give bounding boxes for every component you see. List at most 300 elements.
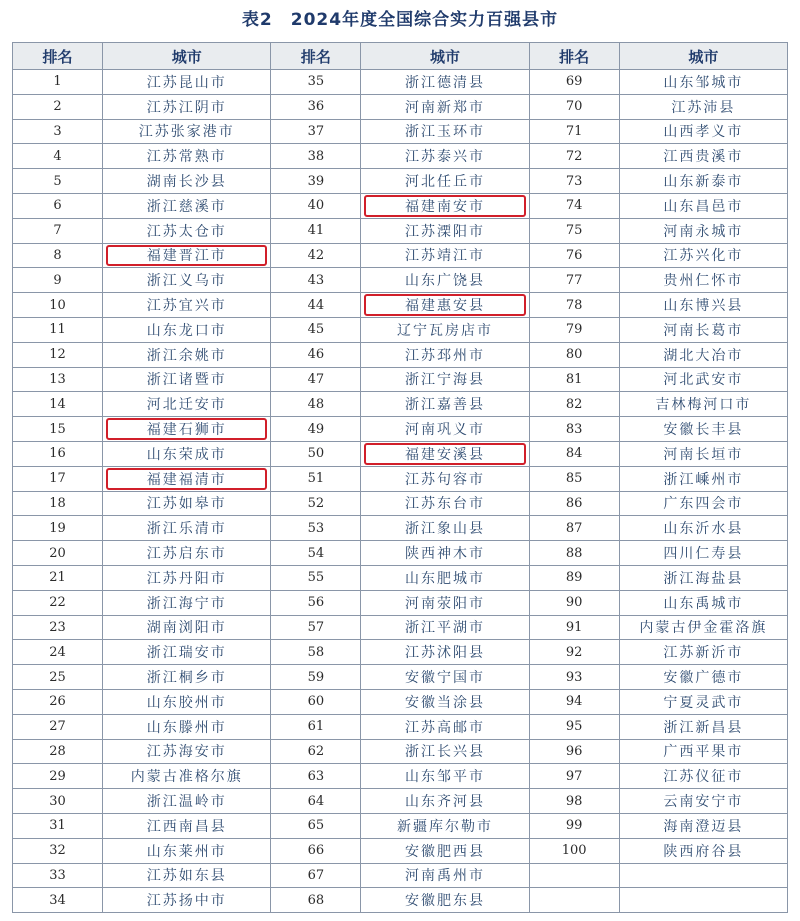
- city-name: 江苏东台市: [405, 496, 486, 513]
- table-row: [13, 665, 788, 690]
- city-name: 江苏靖江市: [405, 248, 486, 265]
- rank-cell: 62: [271, 739, 361, 764]
- city-name: 山东滕州市: [146, 719, 227, 736]
- rank-cell: 30: [13, 789, 103, 814]
- city-cell: [619, 193, 787, 218]
- city-name: 浙江桐乡市: [146, 670, 227, 687]
- highlight-box: [106, 418, 267, 440]
- city-name: 云南安宁市: [663, 794, 744, 810]
- city-name: 广西平果市: [663, 744, 744, 761]
- city-name: 新疆库尔勒市: [397, 818, 494, 835]
- rank-cell: 93: [529, 665, 619, 690]
- rank-cell: 91: [529, 615, 619, 640]
- rank-cell: 9: [13, 268, 103, 293]
- city-name: 浙江平湖市: [405, 620, 486, 637]
- city-name: 广东四会市: [663, 496, 744, 513]
- city-name: 浙江德清县: [405, 74, 486, 91]
- highlight-box: [364, 294, 525, 316]
- rank-cell: 45: [271, 317, 361, 342]
- city-name: 江苏宜兴市: [146, 298, 227, 315]
- rank-cell: 66: [271, 838, 361, 863]
- table-row: [13, 193, 788, 218]
- city-cell: [103, 739, 271, 764]
- rank-cell: 67: [271, 863, 361, 888]
- city-name: 江苏兴化市: [663, 248, 744, 265]
- city-cell: [103, 615, 271, 640]
- city-name: 福建福清市: [146, 471, 227, 488]
- city-header: 城市: [103, 43, 271, 70]
- city-name: 河南永城市: [663, 223, 744, 240]
- city-cell: [103, 863, 271, 888]
- city-cell: [619, 665, 787, 690]
- city-name: 安徽长丰县: [663, 422, 744, 439]
- rank-cell: 60: [271, 689, 361, 714]
- city-cell: [361, 565, 529, 590]
- city-cell: [103, 441, 271, 466]
- city-name: 山东邹平市: [405, 769, 486, 786]
- city-cell: [103, 541, 271, 566]
- city-name: 辽宁瓦房店市: [397, 322, 494, 339]
- city-name: 湖南浏阳市: [146, 620, 227, 637]
- city-name: 江西南昌县: [146, 818, 227, 835]
- city-cell: [103, 689, 271, 714]
- rank-cell: 72: [529, 144, 619, 169]
- city-name: 福建石狮市: [146, 422, 227, 439]
- rank-cell: [529, 863, 619, 888]
- rank-cell: 86: [529, 491, 619, 516]
- city-cell: [619, 813, 787, 838]
- city-name: 江苏句容市: [405, 471, 486, 488]
- city-name: 浙江海盐县: [663, 570, 744, 587]
- city-header: 城市: [619, 43, 787, 70]
- city-cell: [103, 516, 271, 541]
- city-name: 浙江诸暨市: [146, 372, 227, 389]
- city-cell: [619, 342, 787, 367]
- rank-cell: 40: [271, 193, 361, 218]
- table-row: [13, 293, 788, 318]
- table-row: [13, 615, 788, 640]
- city-name: 湖北大冶市: [663, 347, 744, 364]
- city-name: 浙江玉环市: [405, 124, 486, 141]
- city-name: 浙江瑞安市: [146, 645, 227, 662]
- table-row: [13, 70, 788, 95]
- city-cell: [619, 541, 787, 566]
- city-cell: [619, 417, 787, 442]
- highlighted-city-cell: [103, 243, 271, 268]
- city-cell: [103, 193, 271, 218]
- city-name: 山东齐河县: [405, 794, 486, 810]
- city-name: 江苏如皋市: [146, 496, 227, 513]
- city-name: 江苏太仓市: [146, 223, 227, 240]
- rank-cell: 19: [13, 516, 103, 541]
- city-cell: [619, 441, 787, 466]
- rank-cell: 12: [13, 342, 103, 367]
- rank-cell: 63: [271, 764, 361, 789]
- city-name: 安徽肥西县: [405, 843, 486, 860]
- rank-cell: 27: [13, 714, 103, 739]
- city-name: 浙江海宁市: [146, 595, 227, 612]
- table-row: [13, 764, 788, 789]
- city-cell: [103, 665, 271, 690]
- city-name: 宁夏灵武市: [663, 694, 744, 711]
- city-name: 湖南长沙县: [146, 174, 227, 191]
- rank-cell: 11: [13, 317, 103, 342]
- city-cell: [103, 640, 271, 665]
- city-cell: [619, 392, 787, 417]
- rank-cell: 31: [13, 813, 103, 838]
- city-name: 山东沂水县: [663, 521, 744, 538]
- rank-cell: 71: [529, 119, 619, 144]
- rank-cell: 33: [13, 863, 103, 888]
- city-cell: [361, 317, 529, 342]
- rank-cell: 74: [529, 193, 619, 218]
- city-name: 山东新泰市: [663, 174, 744, 191]
- city-name: 吉林梅河口市: [655, 397, 752, 414]
- city-cell: [103, 119, 271, 144]
- rank-cell: 64: [271, 789, 361, 814]
- city-cell: [361, 367, 529, 392]
- city-name: 江苏新沂市: [663, 645, 744, 662]
- rank-cell: 84: [529, 441, 619, 466]
- city-cell: [103, 888, 271, 913]
- rank-cell: 6: [13, 193, 103, 218]
- rank-cell: 88: [529, 541, 619, 566]
- rank-cell: 95: [529, 714, 619, 739]
- rank-header: 排名: [529, 43, 619, 70]
- table-row: [13, 714, 788, 739]
- table-row: [13, 218, 788, 243]
- city-name: 内蒙古准格尔旗: [130, 769, 243, 786]
- rank-cell: 29: [13, 764, 103, 789]
- rank-cell: 55: [271, 565, 361, 590]
- city-name: 浙江新昌县: [663, 719, 744, 736]
- city-name: 四川仁寿县: [663, 546, 744, 563]
- city-name: 福建晋江市: [146, 248, 227, 265]
- highlighted-city-cell: [103, 466, 271, 491]
- rank-cell: 38: [271, 144, 361, 169]
- city-cell: [361, 491, 529, 516]
- table-row: [13, 789, 788, 814]
- rank-cell: 18: [13, 491, 103, 516]
- rank-cell: 51: [271, 466, 361, 491]
- city-cell: [103, 392, 271, 417]
- rank-cell: 7: [13, 218, 103, 243]
- city-name: 安徽当涂县: [405, 694, 486, 711]
- rank-header: 排名: [271, 43, 361, 70]
- city-cell: [619, 70, 787, 95]
- rank-cell: 5: [13, 169, 103, 194]
- rank-cell: 89: [529, 565, 619, 590]
- city-cell: [619, 367, 787, 392]
- rank-cell: 81: [529, 367, 619, 392]
- table-row: [13, 491, 788, 516]
- city-cell: [619, 764, 787, 789]
- city-name: 河南荥阳市: [405, 595, 486, 612]
- city-name: 江西贵溪市: [663, 149, 744, 166]
- city-cell: [103, 565, 271, 590]
- city-cell: [361, 665, 529, 690]
- rank-cell: 56: [271, 590, 361, 615]
- city-name: 山东荣成市: [146, 446, 227, 463]
- city-name: 江苏泰兴市: [405, 149, 486, 166]
- city-name: 河北迁安市: [146, 397, 227, 414]
- rank-cell: 57: [271, 615, 361, 640]
- city-name: 浙江余姚市: [146, 347, 227, 364]
- city-name: 浙江嵊州市: [663, 471, 744, 488]
- rank-cell: 77: [529, 268, 619, 293]
- rank-cell: 32: [13, 838, 103, 863]
- city-name: 江苏丹阳市: [146, 570, 227, 587]
- city-cell: [619, 169, 787, 194]
- table-row: [13, 392, 788, 417]
- rank-cell: 47: [271, 367, 361, 392]
- city-name: 内蒙古伊金霍洛旗: [639, 620, 768, 637]
- city-cell: [361, 541, 529, 566]
- rank-cell: 36: [271, 94, 361, 119]
- city-name: 山东龙口市: [146, 322, 227, 339]
- city-cell: [619, 863, 787, 888]
- rank-cell: 73: [529, 169, 619, 194]
- city-name: 安徽广德市: [663, 670, 744, 687]
- table-row: [13, 169, 788, 194]
- rank-cell: [529, 888, 619, 913]
- city-name: 贵州仁怀市: [663, 273, 744, 290]
- city-cell: [103, 367, 271, 392]
- city-name: 浙江象山县: [405, 521, 486, 538]
- city-cell: [619, 838, 787, 863]
- rank-cell: 58: [271, 640, 361, 665]
- table-row: [13, 590, 788, 615]
- table-row: [13, 863, 788, 888]
- rank-cell: 48: [271, 392, 361, 417]
- city-cell: [361, 119, 529, 144]
- city-name: 浙江义乌市: [146, 273, 227, 290]
- rank-cell: 22: [13, 590, 103, 615]
- city-cell: [361, 714, 529, 739]
- highlight-box: [106, 468, 267, 490]
- city-name: 山西孝义市: [663, 124, 744, 141]
- city-name: 陕西府谷县: [663, 843, 744, 860]
- city-name: 河南新郑市: [405, 99, 486, 116]
- rank-cell: 28: [13, 739, 103, 764]
- city-name: 浙江宁海县: [405, 372, 486, 389]
- city-cell: [361, 739, 529, 764]
- city-cell: [619, 739, 787, 764]
- city-name: 海南澄迈县: [663, 818, 744, 835]
- rank-cell: 3: [13, 119, 103, 144]
- city-cell: [361, 863, 529, 888]
- city-cell: [619, 293, 787, 318]
- table-row: [13, 838, 788, 863]
- rank-cell: 59: [271, 665, 361, 690]
- rank-cell: 99: [529, 813, 619, 838]
- rank-cell: 83: [529, 417, 619, 442]
- city-name: 江苏昆山市: [146, 74, 227, 91]
- city-name: 江苏邳州市: [405, 347, 486, 364]
- rank-cell: 96: [529, 739, 619, 764]
- city-name: 福建安溪县: [405, 446, 486, 463]
- city-name: 浙江嘉善县: [405, 397, 486, 414]
- rank-cell: 21: [13, 565, 103, 590]
- rank-cell: 75: [529, 218, 619, 243]
- table-row: [13, 541, 788, 566]
- table-row: [13, 94, 788, 119]
- rank-cell: 26: [13, 689, 103, 714]
- highlight-box: [106, 245, 267, 267]
- table-row: [13, 367, 788, 392]
- highlighted-city-cell: [361, 193, 529, 218]
- city-header: 城市: [361, 43, 529, 70]
- city-name: 浙江乐清市: [146, 521, 227, 538]
- city-cell: [103, 838, 271, 863]
- city-cell: [619, 119, 787, 144]
- rank-cell: 41: [271, 218, 361, 243]
- table-row: [13, 466, 788, 491]
- city-cell: [103, 268, 271, 293]
- city-cell: [103, 789, 271, 814]
- rank-cell: 97: [529, 764, 619, 789]
- city-name: 江苏启东市: [146, 546, 227, 563]
- table-row: [13, 888, 788, 913]
- city-cell: [361, 218, 529, 243]
- rank-cell: 70: [529, 94, 619, 119]
- rank-cell: 34: [13, 888, 103, 913]
- rank-cell: 79: [529, 317, 619, 342]
- table-row: [13, 441, 788, 466]
- rank-cell: 8: [13, 243, 103, 268]
- city-cell: [619, 565, 787, 590]
- rank-cell: 90: [529, 590, 619, 615]
- header-row: [13, 43, 788, 70]
- city-cell: [619, 94, 787, 119]
- rank-cell: 65: [271, 813, 361, 838]
- city-cell: [619, 268, 787, 293]
- city-cell: [619, 689, 787, 714]
- rank-cell: 37: [271, 119, 361, 144]
- city-cell: [619, 491, 787, 516]
- rank-cell: 23: [13, 615, 103, 640]
- city-cell: [619, 466, 787, 491]
- table-row: [13, 342, 788, 367]
- city-name: 河北任丘市: [405, 174, 486, 191]
- rank-cell: 14: [13, 392, 103, 417]
- city-name: 山东莱州市: [146, 843, 227, 860]
- rank-cell: 53: [271, 516, 361, 541]
- rank-cell: 92: [529, 640, 619, 665]
- city-cell: [619, 218, 787, 243]
- rank-cell: 13: [13, 367, 103, 392]
- city-name: 河南长葛市: [663, 322, 744, 339]
- city-name: 江苏扬中市: [146, 893, 227, 910]
- city-cell: [361, 888, 529, 913]
- table-row: [13, 813, 788, 838]
- rank-cell: 39: [271, 169, 361, 194]
- highlight-box: [364, 443, 525, 465]
- city-cell: [619, 714, 787, 739]
- table-row: [13, 243, 788, 268]
- city-cell: [619, 789, 787, 814]
- rank-cell: 10: [13, 293, 103, 318]
- rank-cell: 17: [13, 466, 103, 491]
- city-cell: [361, 689, 529, 714]
- city-cell: [103, 317, 271, 342]
- city-name: 河北武安市: [663, 372, 744, 389]
- city-cell: [361, 342, 529, 367]
- ranking-table: [12, 42, 788, 913]
- city-name: 浙江温岭市: [146, 794, 227, 810]
- city-name: 江苏如东县: [146, 868, 227, 885]
- city-name: 江苏张家港市: [138, 124, 235, 141]
- highlighted-city-cell: [103, 417, 271, 442]
- city-name: 山东胶州市: [146, 694, 227, 711]
- city-cell: [361, 615, 529, 640]
- city-name: 江苏江阴市: [146, 99, 227, 116]
- table-title: 表2 2024年度全国综合实力百强县市: [241, 10, 559, 30]
- table-row: [13, 417, 788, 442]
- city-cell: [103, 169, 271, 194]
- highlighted-city-cell: [361, 441, 529, 466]
- city-cell: [103, 293, 271, 318]
- city-cell: [103, 70, 271, 95]
- city-name: 福建南安市: [405, 198, 486, 215]
- city-name: 江苏溧阳市: [405, 223, 486, 240]
- city-name: 江苏高邮市: [405, 719, 486, 736]
- table-row: [13, 119, 788, 144]
- rank-cell: 44: [271, 293, 361, 318]
- city-name: 山东昌邑市: [663, 198, 744, 215]
- rank-cell: 61: [271, 714, 361, 739]
- city-name: 安徽宁国市: [405, 670, 486, 687]
- city-name: 浙江长兴县: [405, 744, 486, 761]
- rank-cell: 87: [529, 516, 619, 541]
- city-name: 山东肥城市: [405, 570, 486, 587]
- rank-cell: 49: [271, 417, 361, 442]
- city-cell: [361, 169, 529, 194]
- table-row: [13, 640, 788, 665]
- city-cell: [361, 466, 529, 491]
- rank-cell: 15: [13, 417, 103, 442]
- city-name: 江苏仪征市: [663, 769, 744, 786]
- city-cell: [361, 70, 529, 95]
- city-cell: [361, 789, 529, 814]
- highlighted-city-cell: [361, 293, 529, 318]
- highlight-box: [364, 195, 525, 217]
- city-name: 山东禹城市: [663, 595, 744, 612]
- table-row: [13, 516, 788, 541]
- rank-cell: 46: [271, 342, 361, 367]
- rank-cell: 85: [529, 466, 619, 491]
- city-name: 山东邹城市: [663, 74, 744, 91]
- table-row: [13, 565, 788, 590]
- city-cell: [619, 888, 787, 913]
- city-cell: [361, 268, 529, 293]
- city-cell: [619, 590, 787, 615]
- city-cell: [103, 342, 271, 367]
- city-cell: [361, 590, 529, 615]
- table-row: [13, 739, 788, 764]
- rank-cell: 1: [13, 70, 103, 95]
- city-cell: [361, 243, 529, 268]
- rank-cell: 20: [13, 541, 103, 566]
- city-name: 山东博兴县: [663, 298, 744, 315]
- city-cell: [103, 813, 271, 838]
- rank-cell: 82: [529, 392, 619, 417]
- rank-cell: 50: [271, 441, 361, 466]
- city-cell: [361, 94, 529, 119]
- city-cell: [361, 417, 529, 442]
- city-name: 陕西神木市: [405, 546, 486, 563]
- rank-cell: 16: [13, 441, 103, 466]
